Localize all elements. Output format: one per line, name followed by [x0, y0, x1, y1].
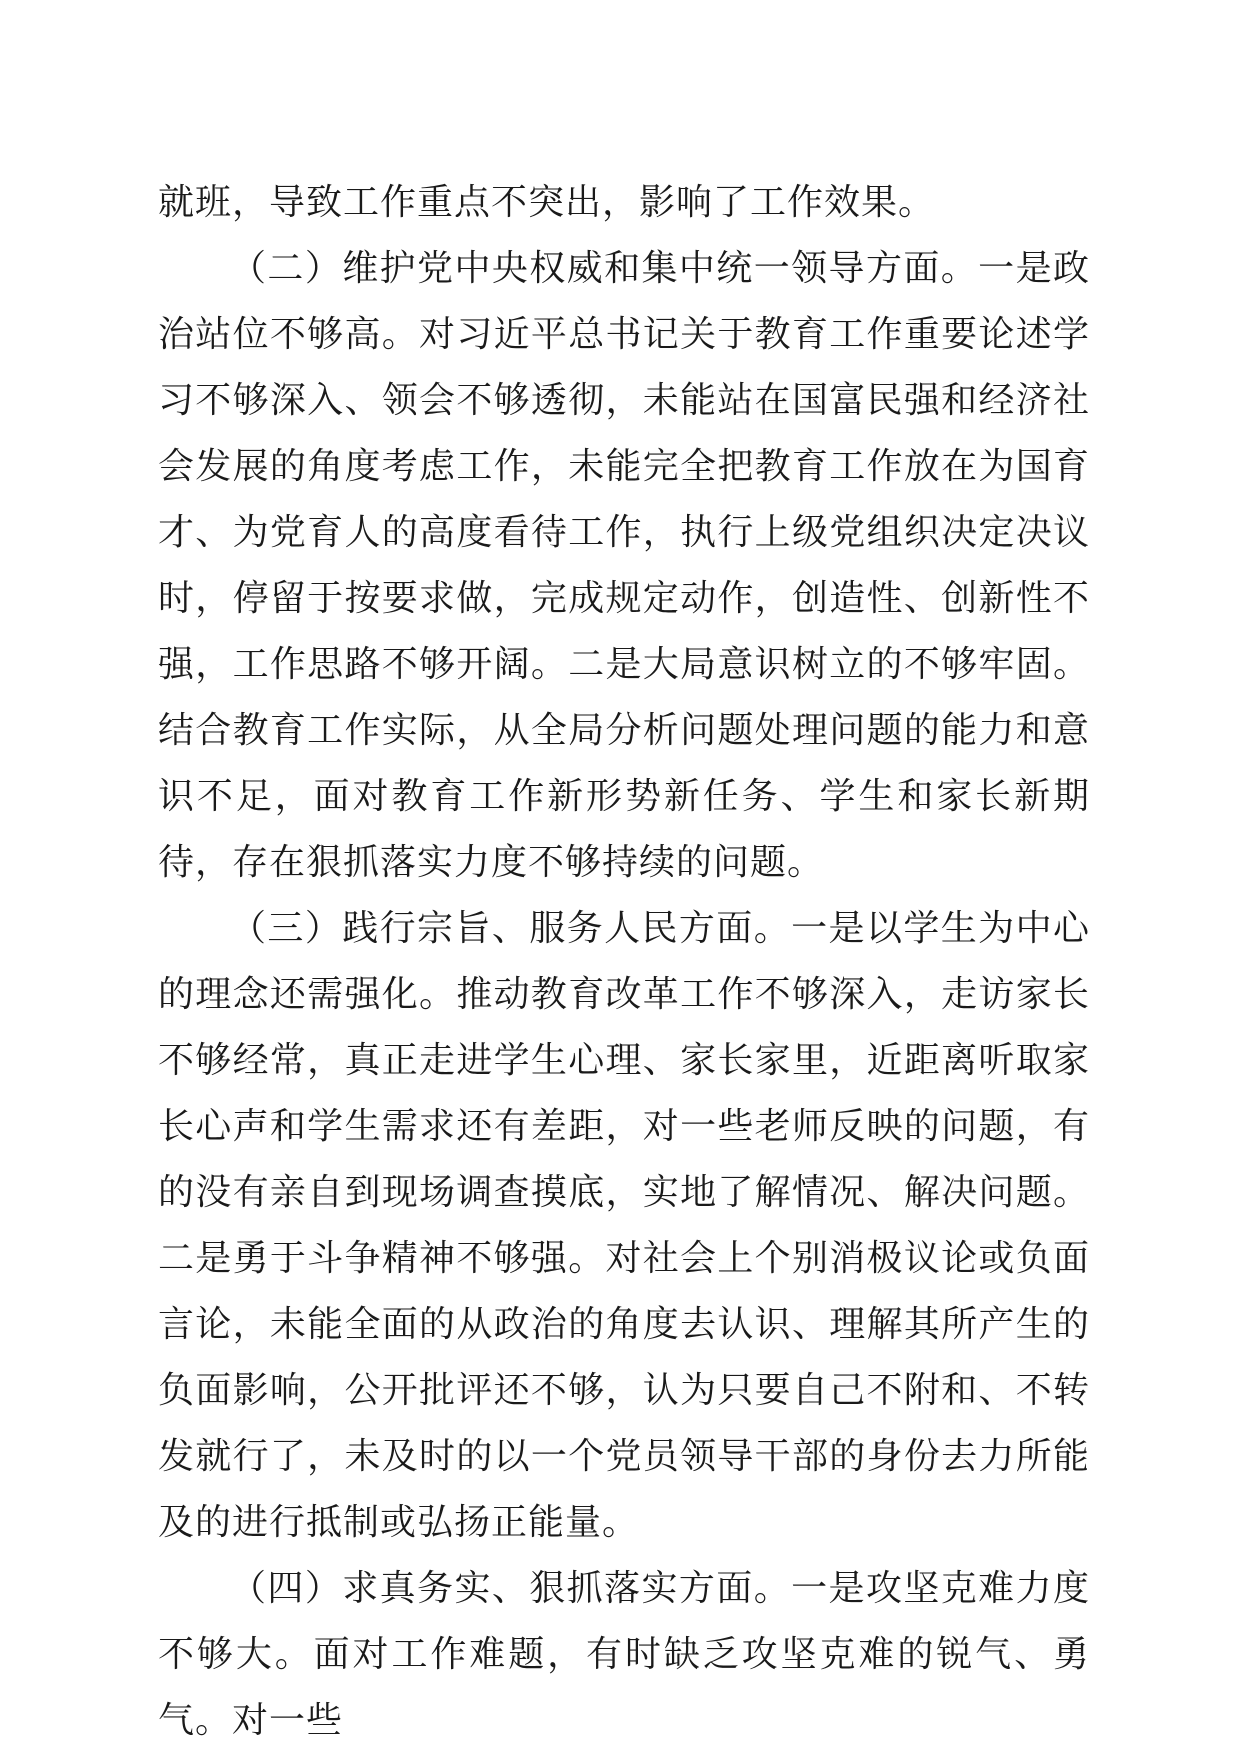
paragraph-section-4: （四）求真务实、狠抓落实方面。一是攻坚克难力度不够大。面对工作难题，有时缺乏攻坚克难的锐气、勇气。对一些	[158, 1568, 1090, 1741]
paragraph-section-3: （三）践行宗旨、服务人民方面。一是以学生为中心的理念还需强化。推动教育改革工作不够深入，走访家长不够经常，真正走进学生心理、家长家里，近距离听取家长心声和学生需求还有差距，对一些老师反映的问题，有的没有亲自到现场调查摸底，实地了解情况、解决问题。二是勇于斗争精神不够强。对社会上个别消极议论或负面言论，未能全面的从政治的角度去认识、理解其所产生的负面影响，公开批评还不够，认为只要自己不附和、不转发就行了，未及时的以一个党员领导干部的身份去力所能及的进行抵制或弘扬正能量。	[158, 908, 1090, 1543]
paragraph-continuation: 就班，导致工作重点不突出，影响了工作效果。	[158, 182, 936, 223]
document-body	[158, 170, 1090, 1754]
paragraph-section-2: （二）维护党中央权威和集中统一领导方面。一是政治站位不够高。对习近平总书记关于教育工作重要论述学习不够深入、领会不够透彻，未能站在国富民强和经济社会发展的角度考虑工作，未能完全把教育工作放在为国育才、为党育人的高度看待工作，执行上级党组织决定决议时，停留于按要求做，完成规定动作，创造性、创新性不强，工作思路不够开阔。二是大局意识树立的不够牢固。结合教育工作实际，从全局分析问题处理问题的能力和意识不足，面对教育工作新形势新任务、学生和家长新期待，存在狠抓落实力度不够持续的问题。	[158, 248, 1090, 883]
